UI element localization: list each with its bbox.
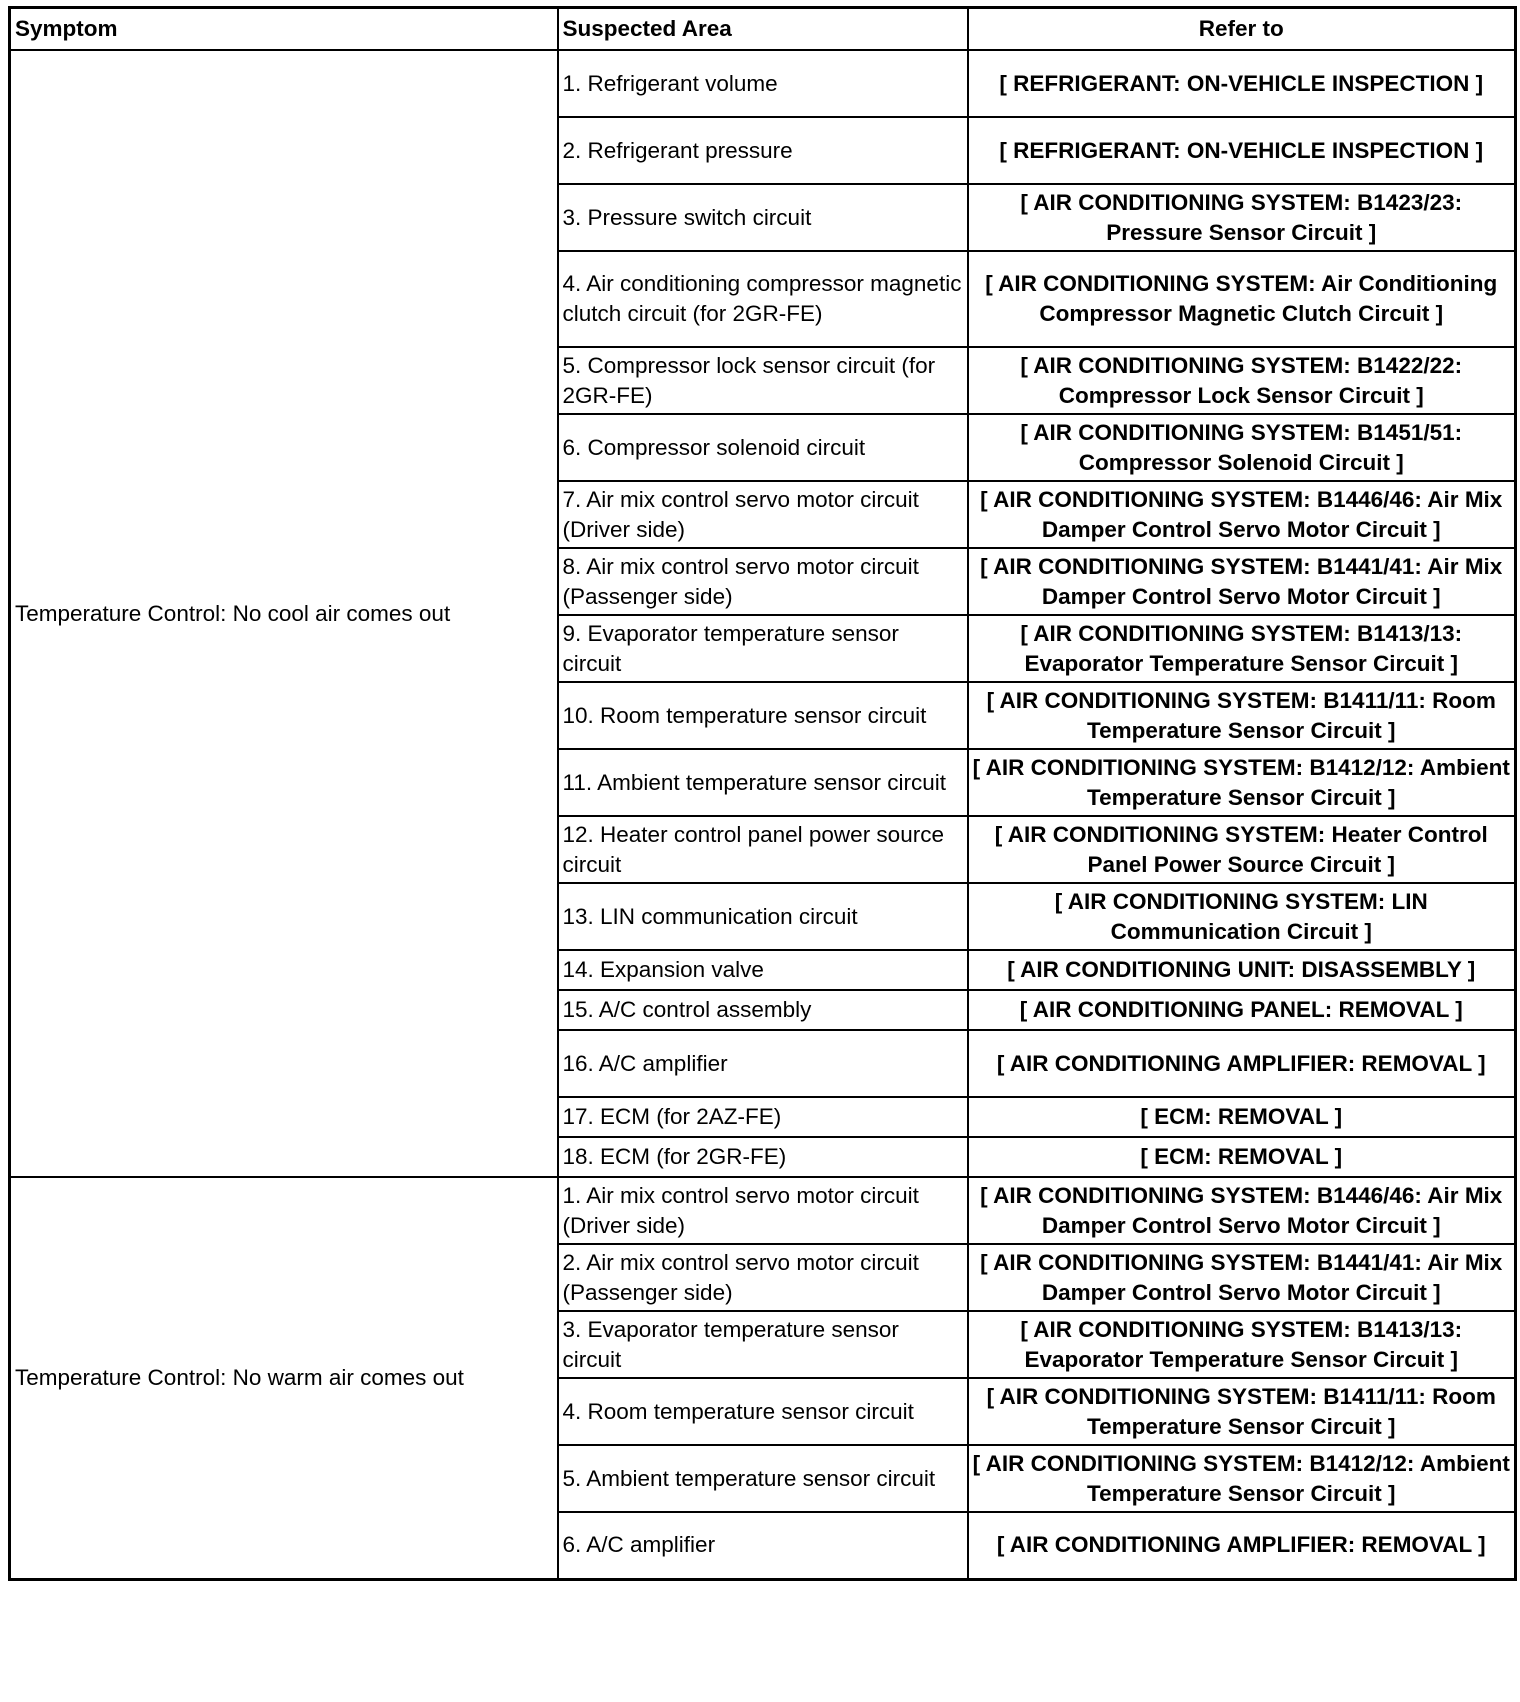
troubleshooting-table [8, 6, 1517, 1581]
suspected-area-cell: 15. A/C control assembly [558, 990, 968, 1030]
suspected-area-cell: 2. Refrigerant pressure [558, 117, 968, 184]
refer-to-link[interactable]: [ AIR CONDITIONING SYSTEM: B1412/12: Ambient Temperature Sensor Circuit ] [968, 1445, 1516, 1512]
suspected-area-cell: 2. Air mix control servo motor circuit (Passenger side) [558, 1244, 968, 1311]
refer-to-link[interactable]: [ AIR CONDITIONING SYSTEM: B1422/22: Compressor Lock Sensor Circuit ] [968, 347, 1516, 414]
refer-to-link[interactable]: [ AIR CONDITIONING AMPLIFIER: REMOVAL ] [968, 1030, 1516, 1097]
refer-to-link[interactable]: [ AIR CONDITIONING SYSTEM: B1441/41: Air Mix Damper Control Servo Motor Circuit ] [968, 1244, 1516, 1311]
table-body [10, 50, 1516, 1579]
suspected-area-cell: 4. Room temperature sensor circuit [558, 1378, 968, 1445]
table-header-row [10, 8, 1516, 51]
refer-to-link[interactable]: [ AIR CONDITIONING SYSTEM: B1413/13: Evaporator Temperature Sensor Circuit ] [968, 1311, 1516, 1378]
header-suspected-area: Suspected Area [558, 8, 968, 51]
refer-to-link[interactable]: [ AIR CONDITIONING SYSTEM: B1441/41: Air Mix Damper Control Servo Motor Circuit ] [968, 548, 1516, 615]
suspected-area-cell: 5. Compressor lock sensor circuit (for 2GR-FE) [558, 347, 968, 414]
suspected-area-cell: 9. Evaporator temperature sensor circuit [558, 615, 968, 682]
refer-to-link[interactable]: [ ECM: REMOVAL ] [968, 1137, 1516, 1177]
refer-to-link[interactable]: [ AIR CONDITIONING SYSTEM: B1451/51: Compressor Solenoid Circuit ] [968, 414, 1516, 481]
symptom-cell: Temperature Control: No cool air comes out [10, 50, 558, 1177]
refer-to-link[interactable]: [ AIR CONDITIONING SYSTEM: B1413/13: Evaporator Temperature Sensor Circuit ] [968, 615, 1516, 682]
suspected-area-cell: 10. Room temperature sensor circuit [558, 682, 968, 749]
symptom-cell: Temperature Control: No warm air comes out [10, 1177, 558, 1579]
suspected-area-cell: 3. Pressure switch circuit [558, 184, 968, 251]
refer-to-link[interactable]: [ AIR CONDITIONING SYSTEM: B1412/12: Ambient Temperature Sensor Circuit ] [968, 749, 1516, 816]
refer-to-link[interactable]: [ AIR CONDITIONING SYSTEM: B1446/46: Air Mix Damper Control Servo Motor Circuit ] [968, 1177, 1516, 1244]
suspected-area-cell: 17. ECM (for 2AZ-FE) [558, 1097, 968, 1137]
suspected-area-cell: 1. Refrigerant volume [558, 50, 968, 117]
header-symptom: Symptom [10, 8, 558, 51]
refer-to-link[interactable]: [ AIR CONDITIONING PANEL: REMOVAL ] [968, 990, 1516, 1030]
header-refer-to: Refer to [968, 8, 1516, 51]
refer-to-link[interactable]: [ AIR CONDITIONING SYSTEM: LIN Communication Circuit ] [968, 883, 1516, 950]
table-row [10, 50, 1516, 117]
refer-to-link[interactable]: [ AIR CONDITIONING UNIT: DISASSEMBLY ] [968, 950, 1516, 990]
refer-to-link[interactable]: [ AIR CONDITIONING SYSTEM: B1411/11: Room Temperature Sensor Circuit ] [968, 682, 1516, 749]
suspected-area-cell: 12. Heater control panel power source circuit [558, 816, 968, 883]
suspected-area-cell: 8. Air mix control servo motor circuit (Passenger side) [558, 548, 968, 615]
refer-to-link[interactable]: [ AIR CONDITIONING SYSTEM: B1411/11: Room Temperature Sensor Circuit ] [968, 1378, 1516, 1445]
suspected-area-cell: 18. ECM (for 2GR-FE) [558, 1137, 968, 1177]
refer-to-link[interactable]: [ ECM: REMOVAL ] [968, 1097, 1516, 1137]
refer-to-link[interactable]: [ AIR CONDITIONING AMPLIFIER: REMOVAL ] [968, 1512, 1516, 1579]
refer-to-link[interactable]: [ REFRIGERANT: ON-VEHICLE INSPECTION ] [968, 50, 1516, 117]
suspected-area-cell: 16. A/C amplifier [558, 1030, 968, 1097]
suspected-area-cell: 11. Ambient temperature sensor circuit [558, 749, 968, 816]
troubleshooting-table-container [8, 6, 1514, 1581]
suspected-area-cell: 6. Compressor solenoid circuit [558, 414, 968, 481]
suspected-area-cell: 7. Air mix control servo motor circuit (Driver side) [558, 481, 968, 548]
table-row [10, 1177, 1516, 1244]
suspected-area-cell: 6. A/C amplifier [558, 1512, 968, 1579]
suspected-area-cell: 14. Expansion valve [558, 950, 968, 990]
refer-to-link[interactable]: [ REFRIGERANT: ON-VEHICLE INSPECTION ] [968, 117, 1516, 184]
suspected-area-cell: 5. Ambient temperature sensor circuit [558, 1445, 968, 1512]
refer-to-link[interactable]: [ AIR CONDITIONING SYSTEM: Air Conditioning Compressor Magnetic Clutch Circuit ] [968, 251, 1516, 347]
suspected-area-cell: 13. LIN communication circuit [558, 883, 968, 950]
refer-to-link[interactable]: [ AIR CONDITIONING SYSTEM: B1423/23: Pressure Sensor Circuit ] [968, 184, 1516, 251]
refer-to-link[interactable]: [ AIR CONDITIONING SYSTEM: Heater Control Panel Power Source Circuit ] [968, 816, 1516, 883]
refer-to-link[interactable]: [ AIR CONDITIONING SYSTEM: B1446/46: Air Mix Damper Control Servo Motor Circuit ] [968, 481, 1516, 548]
suspected-area-cell: 4. Air conditioning compressor magnetic clutch circuit (for 2GR-FE) [558, 251, 968, 347]
suspected-area-cell: 3. Evaporator temperature sensor circuit [558, 1311, 968, 1378]
suspected-area-cell: 1. Air mix control servo motor circuit (Driver side) [558, 1177, 968, 1244]
